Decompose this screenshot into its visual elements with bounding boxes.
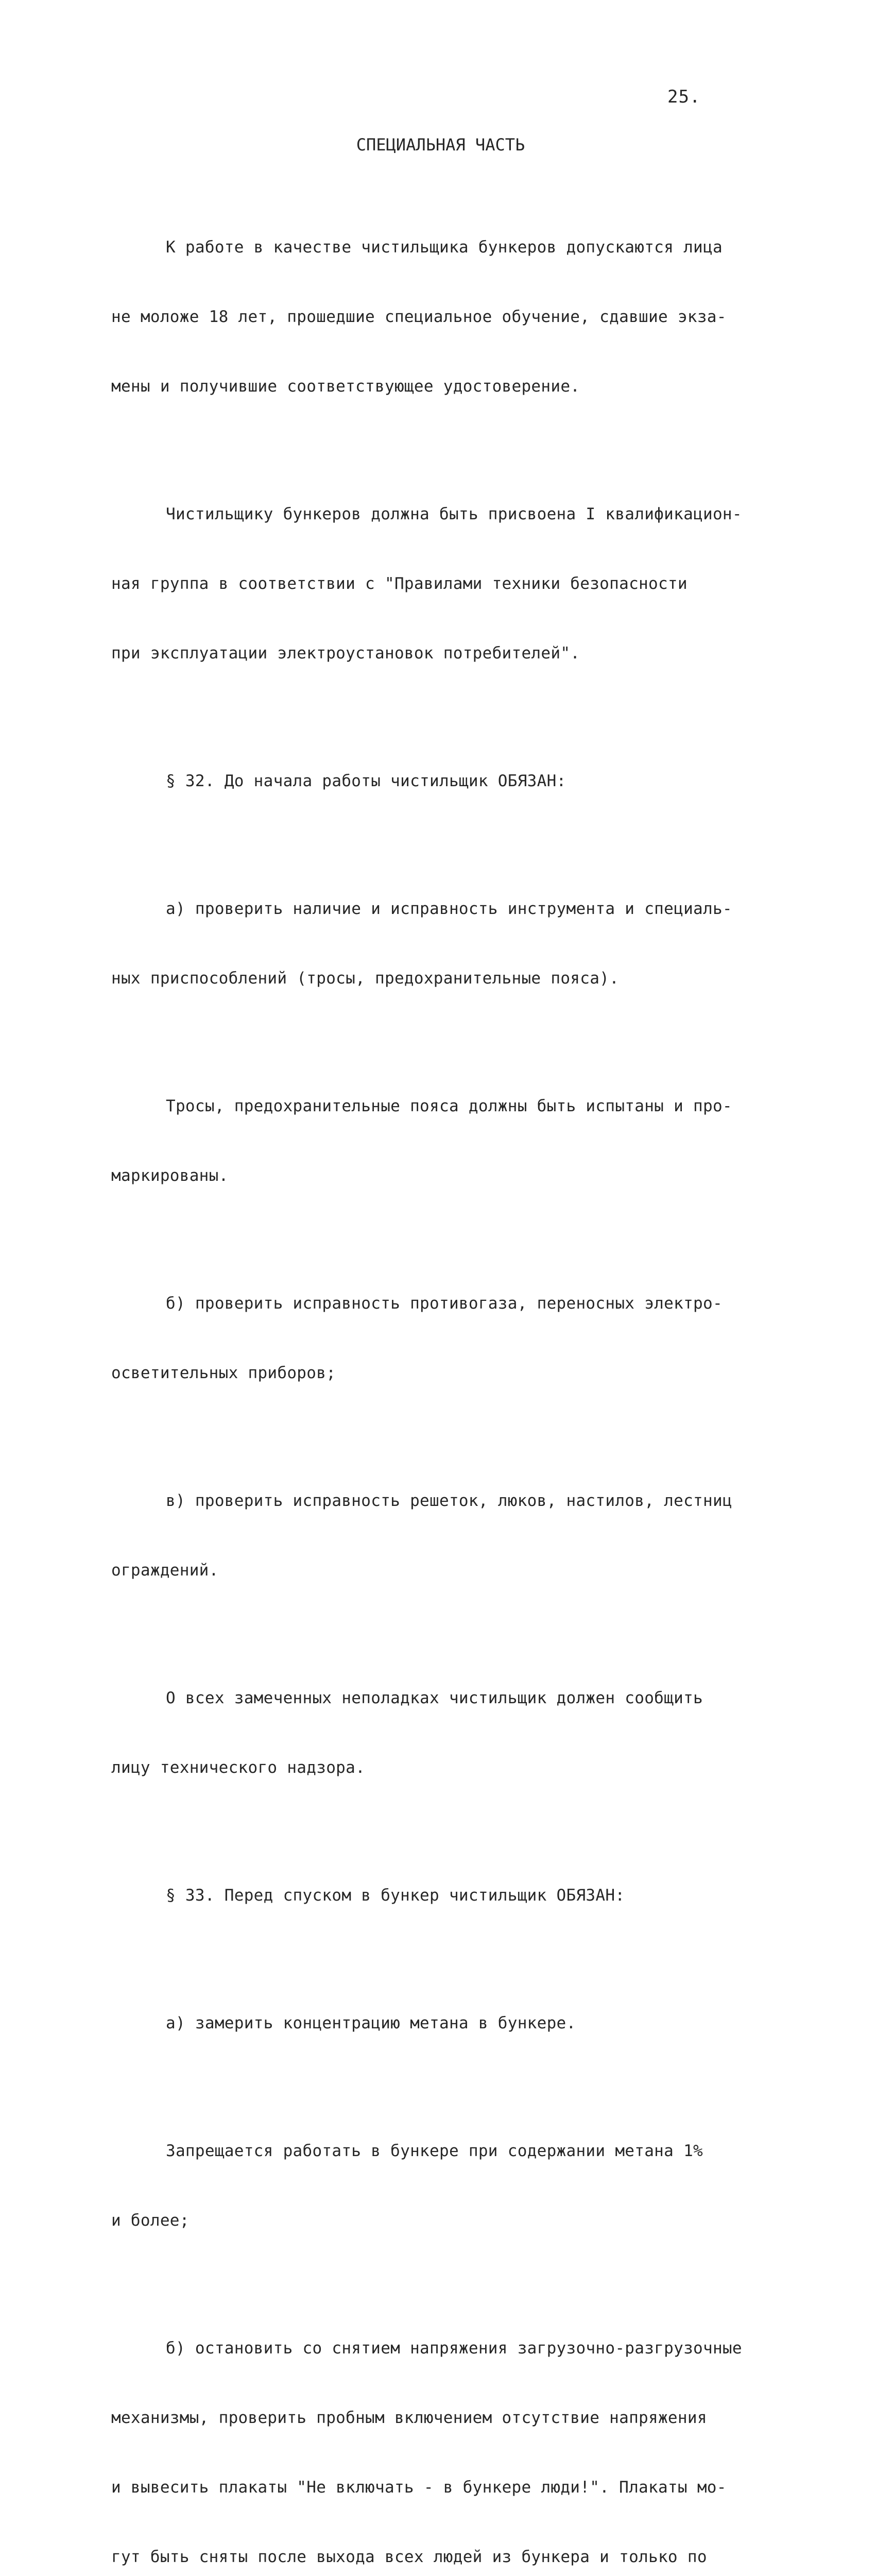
paragraph-item-b-gas-mask <box>111 1246 765 1431</box>
text-line: О всех замеченных неполадках чистильщик должен сообщить <box>166 1689 703 1707</box>
paragraph-section-33 <box>111 1838 765 1954</box>
paragraph-ropes-tested <box>111 1048 765 1234</box>
paragraph-item-a-tools <box>111 851 765 1037</box>
text-line: К работе в качестве чистильщика бункеров допускаются лица <box>166 238 723 257</box>
text-line: а) проверить наличие и исправность инструмента и специаль- <box>166 900 732 918</box>
text-line: б) проверить исправность противогаза, переносных электро- <box>166 1294 723 1313</box>
text-line: ных приспособлений (тросы, предохранительные пояса). <box>111 969 620 988</box>
text-line: гут быть сняты после выхода всех людей из бункера и только по <box>111 2548 707 2566</box>
body-text <box>111 190 765 2576</box>
text-line: а) замерить концентрацию метана в бункере. <box>166 2014 576 2032</box>
text-line: лицу технического надзора. <box>111 1758 366 1777</box>
paragraph-section-32 <box>111 723 765 839</box>
paragraph-item-a-methane <box>111 1965 765 2081</box>
text-line: и вывесить плакаты "Не включать - в бункере люди!". Плакаты мо- <box>111 2478 727 2497</box>
paragraph-report-faults <box>111 1640 765 1826</box>
text-line: § 32. До начала работы чистильщик ОБЯЗАН: <box>166 772 566 790</box>
text-line: ная группа в соответствии с "Правилами техники безопасности <box>111 574 688 593</box>
page-number: 25. <box>667 87 701 107</box>
paragraph-admission <box>111 190 765 445</box>
paragraph-item-v-grates <box>111 1443 765 1629</box>
text-line: § 33. Перед спуском в бункер чистильщик ОБЯЗАН: <box>166 1886 625 1905</box>
text-line: в) проверить исправность решеток, люков, настилов, лестниц <box>166 1492 732 1510</box>
section-title: СПЕЦИАЛЬНАЯ ЧАСТЬ <box>356 135 525 155</box>
text-line: не моложе 18 лет, прошедшие специальное обучение, сдавшие экза- <box>111 308 727 326</box>
text-line: маркированы. <box>111 1166 229 1185</box>
paragraph-methane-prohibition <box>111 2093 765 2279</box>
text-line: Тросы, предохранительные пояса должны быть испытаны и про- <box>166 1097 732 1115</box>
text-line: осветительных приборов; <box>111 1364 336 1382</box>
paragraph-item-b-stop-mechanisms <box>111 2291 765 2576</box>
text-line: и более; <box>111 2211 190 2230</box>
text-line: Запрещается работать в бункере при содержании метана 1% <box>166 2142 703 2160</box>
text-line: мены и получившие соответствующее удостоверение. <box>111 377 580 396</box>
text-line: б) остановить со снятием напряжения загрузочно-разгрузочные <box>166 2339 742 2358</box>
paragraph-qualification-group <box>111 456 765 711</box>
text-line: при эксплуатации электроустановок потребителей". <box>111 644 580 663</box>
text-line: Чистильщику бункеров должна быть присвоена I квалификацион- <box>166 505 742 523</box>
text-line: механизмы, проверить пробным включением отсутствие напряжения <box>111 2409 707 2427</box>
text-line: ограждений. <box>111 1561 219 1580</box>
